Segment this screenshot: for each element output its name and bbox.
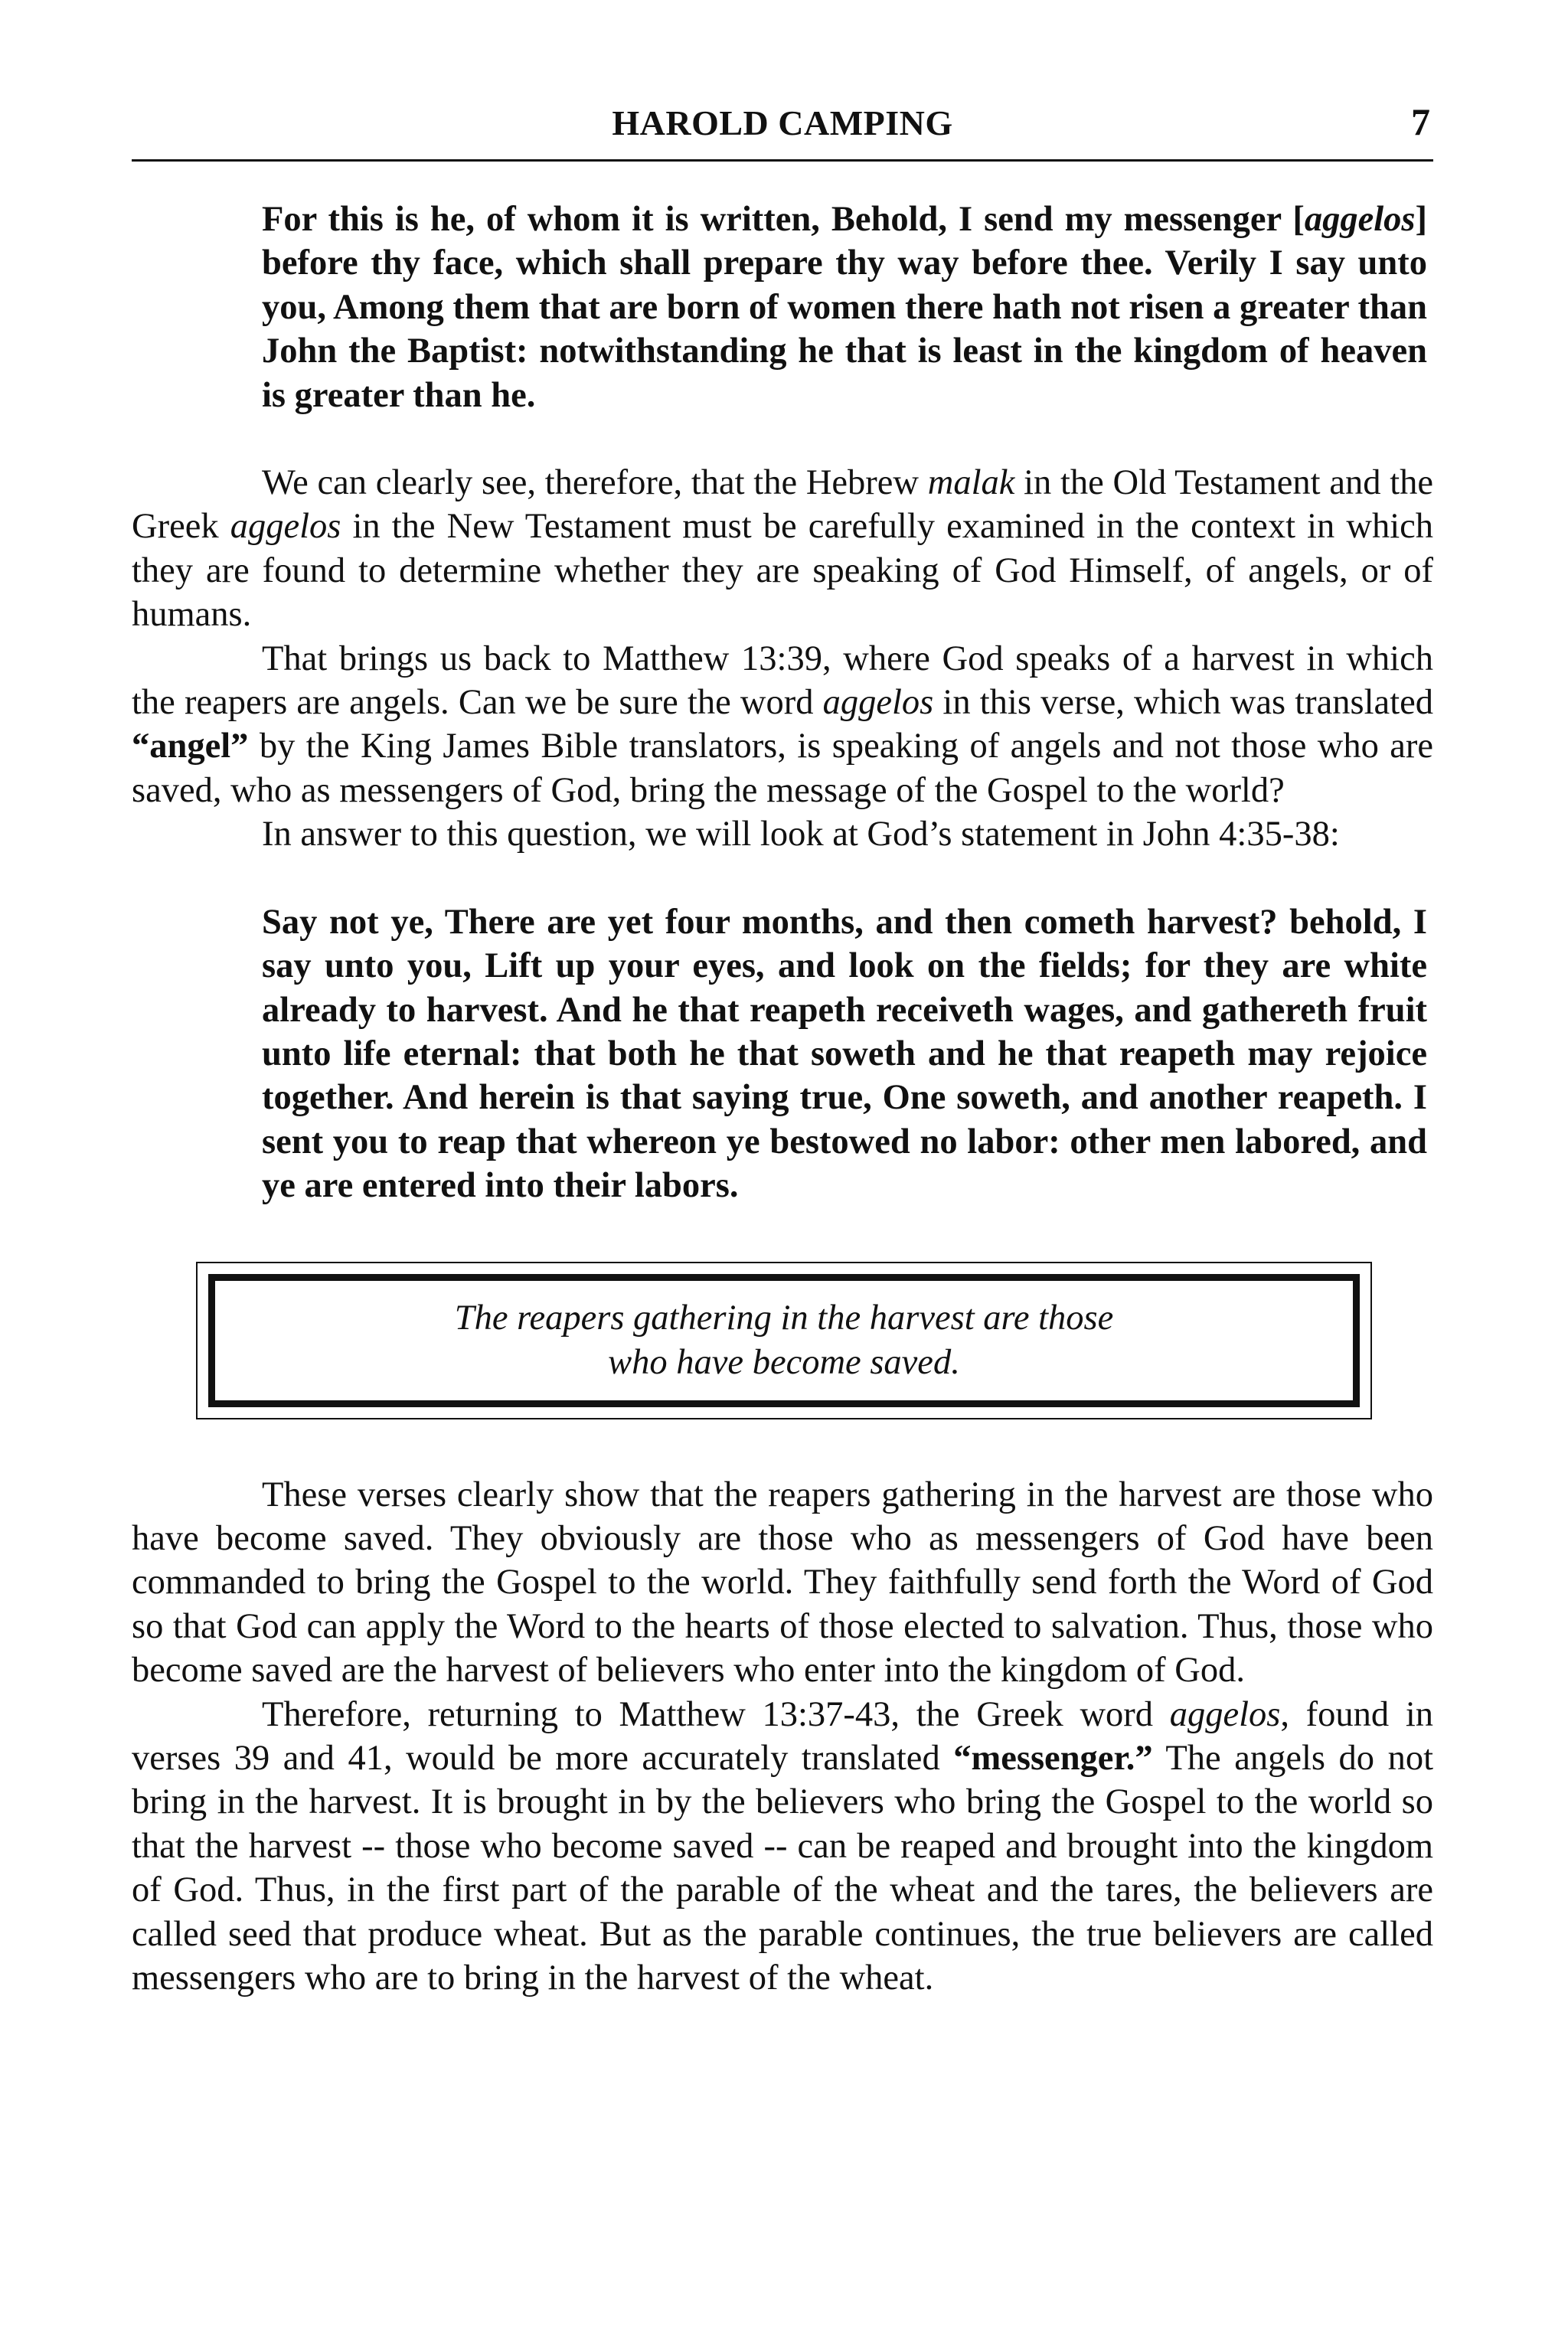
pull-quote-text [363,1296,1205,1385]
pull-quote-line-1: The reapers gathering in the harvest are those [454,1298,1114,1338]
para2-bold-b: “angel” [132,727,249,766]
page-number: 7 [1411,100,1430,143]
para5-italic-a: aggelos [1169,1694,1281,1734]
para1-italic-a: malak [927,463,1015,503]
para1-text-b: in the Old Testament and the Greek [132,463,1433,547]
paragraph-messenger-translation [132,1693,1433,2001]
quote1-text-b: ] before thy face, which shall prepare thy way before thee. Verily I say unto you, Among them that are born of women there hath not risen a greater than John the Baptist: notwithstanding he that is least in the kingdom of heaven is greater than he. [262,200,1427,415]
quote1-text-a: For this is he, of whom it is written, Behold, I send my messenger [ [262,200,1305,239]
pull-quote-inner-frame [208,1274,1360,1407]
para1-text-c: in the New Testament must be carefully examined in the context in which they are found to determine whether they are speaking of God Himself, of angels, or of humans. [132,507,1433,635]
paragraph-john-intro: In answer to this question, we will look at God’s statement in John 4:35-38: [262,815,1340,854]
page-header [132,98,1433,162]
para2-italic-a: aggelos [822,683,934,723]
pull-quote-box [196,1262,1372,1419]
quote1-italic-word: aggelos [1304,200,1416,239]
paragraph-reapers-saved: These verses clearly show that the reapers gathering in the harvest are those who have become saved. They obviously are those who as messengers of God have been commanded to bring the Gospel to the world. They faithfully send forth the Word of God so that God can apply the Word to the hearts of those elected to salvation. Thus, those who become saved are the harvest of believers who enter into the kingdom of God. [132,1475,1433,1690]
paragraph-malak-aggelos [132,461,1433,637]
para5-bold-b: “messenger.” [953,1738,1153,1778]
running-head-title: HAROLD CAMPING [612,103,953,142]
para2-text-b: in this verse, which was translated [933,683,1434,723]
scripture-quote-john: Say not ye, There are yet four months, and then cometh harvest? behold, I say unto you, Lift up your eyes, and look on the fields; for they are white already to harvest. And he that reapeth receiveth wages, and gathereth fruit unto life eternal: that both he that soweth and he that reapeth may rejoice together. And herein is that saying true, One soweth, and another reapeth. I sent you to reap that whereon ye bestowed no labor: other men labored, and ye are entered into their labors. [262,902,1427,1206]
para1-italic-b: aggelos [230,507,341,547]
para2-text-a: That brings us back to Matthew 13:39, where God speaks of a harvest in which the reapers are angels. Can we be sure the word [132,639,1433,723]
pull-quote-line-2: who have become saved. [608,1342,960,1382]
para5-text-b: , found in verses 39 and 41, would be more accurately translated [132,1694,1434,1778]
para2-text-c: by the King James Bible translators, is speaking of angels and not those who are saved, who as messengers of God, bring the message of the Gospel to the world? [132,727,1433,810]
para5-text-c: The angels do not bring in the harvest. It is brought in by the believers who bring the Gospel to the world so that the harvest -- those who become saved -- can be reaped and brought into the kingdom of God. Thus, in the first part of the parable of the wheat and the tares, the believers are called seed that produce wheat. But as the parable continues, the true believers are called messengers who are to bring in the harvest of the wheat. [132,1738,1433,1998]
para5-text-a: Therefore, returning to Matthew 13:37-43, the Greek word [262,1694,1170,1734]
para1-text-a: We can clearly see, therefore, that the Hebrew [262,463,928,503]
scripture-quote-matthew [262,198,1427,417]
paragraph-matthew-13-39 [132,637,1433,813]
page-body [132,198,1433,2000]
